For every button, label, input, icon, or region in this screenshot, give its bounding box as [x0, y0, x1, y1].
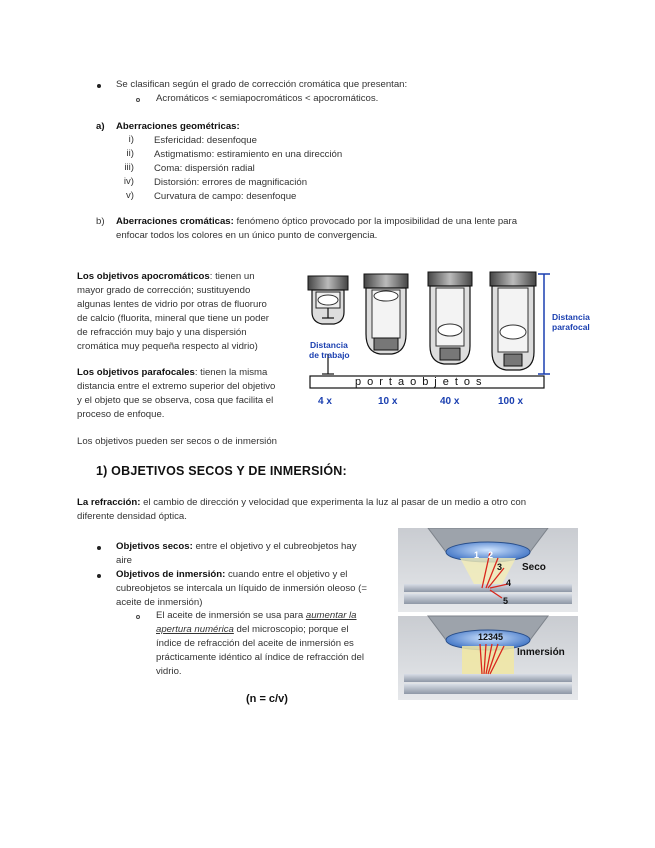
crom-line2: enfocar todos los colores en un único punto de convergencia.	[116, 230, 378, 241]
formula: (n = c/v)	[246, 693, 288, 705]
objective-100x-icon	[490, 272, 536, 370]
mag-40x: 40 x	[440, 396, 460, 407]
apo-line: de calcio (fluorita, mineral que tiene un poder	[77, 313, 269, 324]
bullet-inmersion-line2: cubreobjetos se intercala un líquido de inmersión oleoso (=	[116, 583, 367, 594]
geom-item-num: iii)	[124, 162, 134, 173]
apo-line1: Los objetivos apocromáticos: tienen un	[77, 271, 255, 282]
crom-title: Aberraciones cromáticas:	[116, 216, 234, 227]
sub-bullet-line5: vidrio.	[156, 666, 182, 677]
link-aumentar[interactable]: aumentar la	[305, 610, 357, 621]
link-apertura[interactable]: apertura numérica	[156, 624, 234, 635]
slide-label: portaobjetos	[355, 376, 488, 388]
mag-100x: 100 x	[498, 396, 524, 407]
secos-line: Los objetivos pueden ser secos o de inmersión	[77, 436, 277, 447]
apo-line: de refracción muy bajo y una dispersión	[77, 327, 247, 338]
geom-item-num: ii)	[126, 148, 134, 159]
sub-bullet-ring	[136, 98, 140, 102]
refraccion-title: La refracción:	[77, 497, 141, 508]
mag-4x: 4 x	[318, 396, 332, 407]
bullet-secos-line1: Objetivos secos: entre el objetivo y el cubreobjetos hay	[116, 541, 357, 552]
geom-item-num: i)	[128, 134, 134, 145]
para-line: distancia entre el extremo superior del objetivo	[77, 381, 276, 392]
geom-item-text: Curvatura de campo: desenfoque	[154, 191, 297, 202]
sub-bullet-line4: prácticamente idéntico al índice de refracción del	[156, 652, 364, 663]
para-line1: Los objetivos parafocales: tienen la misma	[77, 367, 268, 378]
intro-sub-text: Acromáticos < semiapocromáticos < apocromáticos.	[156, 93, 379, 104]
crom-marker: b)	[96, 216, 105, 227]
sub-bullet-line3: índice de refracción del aceite de inmersión es	[156, 638, 354, 649]
bullet-dot	[97, 84, 101, 88]
geom-item-num: v)	[126, 190, 134, 201]
dry-ray-label: 3	[497, 562, 503, 572]
crom-line1	[116, 215, 517, 229]
parfocal-label-1: Distancia	[552, 312, 590, 322]
para-line: proceso de enfoque.	[77, 409, 165, 420]
sub-bullet-line2: apertura numérica del microscopio; porque el	[156, 624, 349, 635]
refraccion-line1: La refracción: el cambio de dirección y velocidad que experimenta la luz al pasar de un medio a otro con	[77, 497, 527, 508]
working-distance-label-2: de trabajo	[309, 350, 350, 360]
apo-title: Los objetivos apocromáticos	[77, 271, 210, 282]
dry-label: Seco	[522, 562, 546, 573]
bullet-inmersion-line1: Objetivos de inmersión: cuando entre el objetivo y el	[116, 569, 348, 580]
dry-ray-label: 1	[474, 550, 480, 560]
geom-item-num: iv)	[123, 176, 134, 187]
crom-line1-rest: fenómeno óptico provocado por la imposibilidad de una lente para	[236, 216, 518, 227]
geom-marker: a)	[96, 121, 105, 132]
para-title: Los objetivos parafocales	[77, 367, 195, 378]
geom-item-text: Coma: dispersión radial	[154, 163, 255, 174]
apo-line: cromática muy pequeña respecto al vidrio)	[77, 341, 258, 352]
refraccion-line2: diferente densidad óptica.	[77, 511, 187, 522]
dry-ray-label: 5	[503, 596, 509, 606]
immersion-label: Inmersión	[517, 647, 565, 658]
bullet-dot	[97, 546, 101, 550]
apo-line: algunas lentes de vidrio por otras de fluoruro	[77, 299, 267, 310]
geom-item-text: Esfericidad: desenfoque	[154, 135, 257, 146]
apo-line: mayor grado de corrección; sustituyendo	[77, 285, 251, 296]
bullet-inmersion-line3: aceite de inmersión)	[116, 597, 203, 608]
immersion-rays-label: 12345	[478, 632, 504, 642]
sub-bullet-line1: El aceite de inmersión se usa para aumentar la	[156, 610, 357, 621]
sub-bullet-ring	[136, 615, 140, 619]
section-heading: 1) OBJETIVOS SECOS Y DE INMERSIÓN:	[96, 464, 347, 478]
intro-bullet-text: Se clasifican según el grado de corrección cromática que presentan:	[116, 79, 408, 90]
objective-40x-icon	[428, 272, 472, 364]
mag-10x: 10 x	[378, 396, 398, 407]
working-distance-label-1: Distancia	[310, 340, 348, 350]
bullet-dot	[97, 574, 101, 578]
objective-10x-icon	[364, 274, 408, 354]
geom-title: Aberraciones geométricas:	[116, 121, 240, 132]
bullet-secos-line2: aire	[116, 555, 132, 566]
geom-item-text: Astigmatismo: estiramiento en una dirección	[154, 149, 343, 160]
dry-ray-label: 2	[488, 550, 494, 560]
para-line: y el objeto que se observa, cosa que facilita el	[77, 395, 274, 406]
dry-ray-label: 4	[506, 578, 512, 588]
geom-item-text: Distorsión: errores de magnificación	[154, 177, 308, 188]
parfocal-label-2: parafocal	[552, 322, 590, 332]
